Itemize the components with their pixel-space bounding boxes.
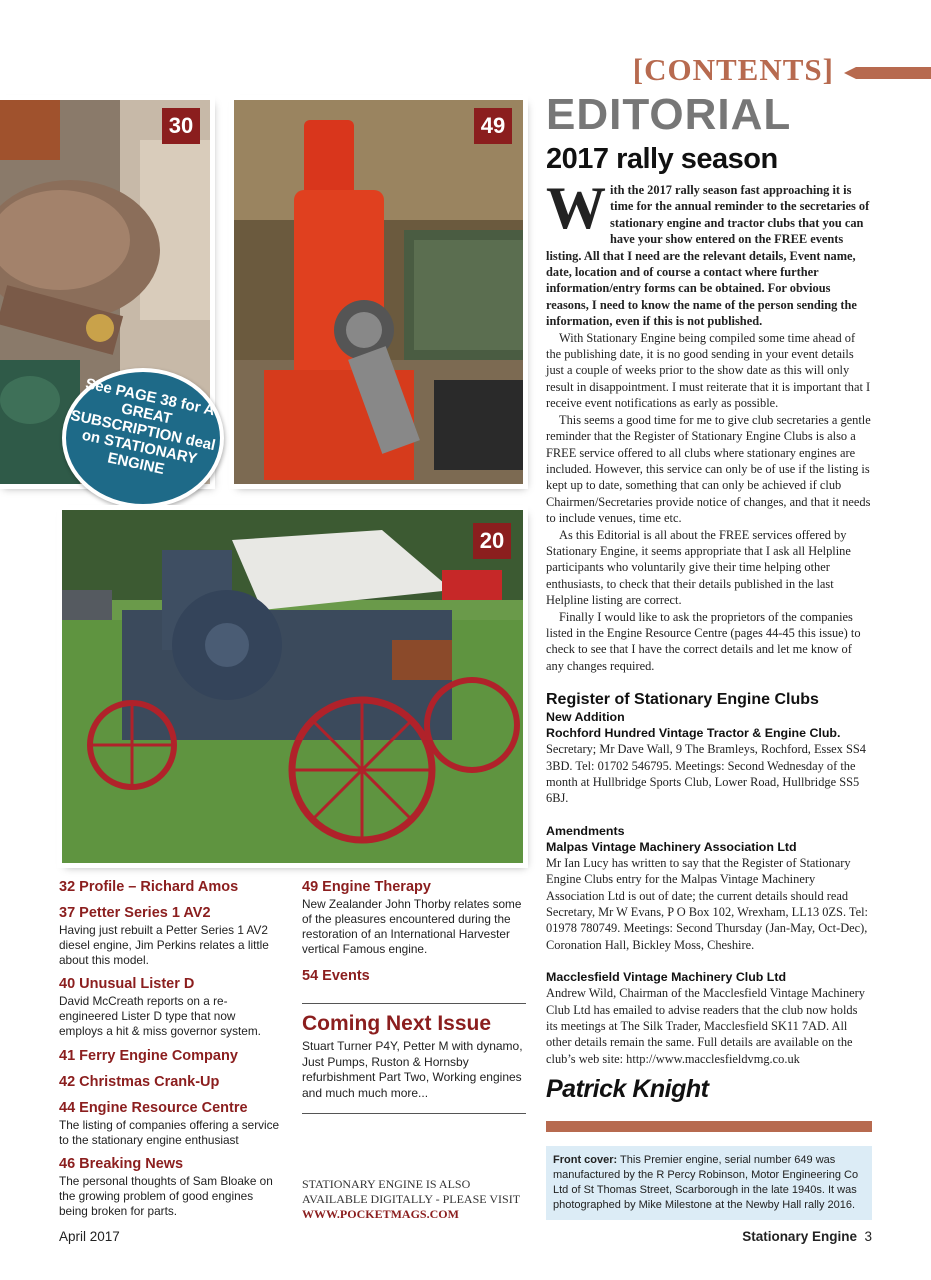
club-details: Secretary; Mr Dave Wall, 9 The Bramleys, Rochford, Essex SS4 3BD. Tel: 01702 546795. Meetings: Second Wednesday of the month at Hullbridge Sports Club, Lower Road, Hullbridge SS5 6BJ. [546,742,866,806]
toc-item[interactable] [302,878,528,957]
contents-arrow-icon [844,67,931,79]
new-addition-heading: New Addition [546,710,625,725]
toc-item[interactable] [59,1073,281,1091]
digital-line: STATIONARY ENGINE IS ALSO [302,1177,471,1191]
editorial-body [546,175,872,1067]
toc-item[interactable] [59,1047,281,1065]
editorial-headline: 2017 rally season [546,143,778,175]
pocketmags-link[interactable]: WWW.POCKETMAGS.COM [302,1207,459,1221]
club-name: Malpas Vintage Machinery Association Ltd [546,839,797,854]
toc-title: 49 Engine Therapy [302,879,431,895]
toc-title: 42 Christmas Crank-Up [59,1074,220,1090]
drop-cap: W [546,175,606,241]
toc-item[interactable] [59,878,281,896]
toc-title: 44 Engine Resource Centre [59,1100,248,1116]
digital-line: AVAILABLE DIGITALLY - PLEASE VISIT [302,1192,521,1206]
toc-description: New Zealander John Thorby relates some of the pleasures encountered during the restoration of an International Harvester vertical Famous engine. [302,897,522,956]
divider-bar [546,1121,872,1132]
cover-text: This Premier engine, serial number 649 was manufactured by the R Percy Robinson, Motor Engineering Co Ltd of St Thomas Street, Scarborough in the late 1940s. It was photographed by Mike Milestone at the Newby Hall rally 2016. [553,1154,859,1211]
club-details: Mr Ian Lucy has written to say that the Register of Stationary Engine Clubs entry for the Malpas Vintage Machinery Association Ltd is out of date; the current details should read Secretary, Mr W Evans, P O Box 102, Wrexham, LL13 0ZS. Tel: 01978 780749. Meetings: Second Thursday (Jan-May, Oct-Dec), Coronation Hall, Bickley Moss, Cheshire. [546,855,869,952]
red-vertical-engine-image [234,100,523,484]
toc-item[interactable] [59,1155,281,1219]
blue-engine-cart-image [62,510,523,863]
coming-next-title: Coming Next Issue [302,1012,492,1035]
club-details: Andrew Wild, Chairman of the Macclesfield Vintage Machinery Club Ltd has emailed to advise readers that the club now holds its meetings at The Silk Trader, Macclesfield SK11 7AD. All other details remain the same. Full details are available on the club’s web site: http://www.macclesfieldvmg.co.uk [546,986,865,1066]
toc-description: The personal thoughts of Sam Bloake on the growing problem of good engines being broken for parts. [59,1174,273,1218]
club-name: Rochford Hundred Vintage Tractor & Engine Club. [546,726,841,741]
register-heading: Register of Stationary Engine Clubs [546,691,819,709]
toc-title: 54 Events [302,968,370,984]
promo-text: See PAGE 38 for A GREAT SUBSCRIPTION deal on STATIONARY ENGINE [69,375,217,479]
editorial-paragraph: As this Editorial is all about the FREE services offered by Stationary Engine, it seems appropriate that I ask all Helpline participants who voluntarily give their time helping other enthusiasts, to check that their details published in the last Helpline listing are correct. [546,527,851,608]
page-badge: 30 [162,108,200,144]
photo-page-49 [234,100,523,484]
toc-item[interactable] [59,975,281,1039]
cover-label: Front cover: [553,1154,618,1166]
toc-description: Having just rebuilt a Petter Series 1 AV2 diesel engine, Jim Perkins relates a little about this model. [59,923,269,967]
editorial-paragraph: Finally I would like to ask the proprietors of the companies listed in the Engine Resource Centre (pages 44-45 this issue) to check to see that I have the correct details and let me know of any changes required. [546,609,861,673]
divider [302,1113,526,1114]
page-badge: 20 [473,523,511,559]
front-cover-caption [546,1146,872,1220]
footer-magazine [742,1229,872,1244]
editorial-lead: ith the 2017 rally season fast approaching it is time for the annual reminder to the secretaries of stationary engine and tractor clubs that you can have your show entered on the FREE events listing. All that I need are the relevant details, Event name, date, location and of course a contact where further information/entry forms can be obtained. For obvious reasons, I need to know the name of the person sending the information, even if this is not published. [546,183,870,329]
page-number: 3 [864,1229,872,1244]
toc-item[interactable] [59,904,281,968]
section-title: EDITORIAL [546,90,792,139]
amendments-heading: Amendments [546,823,625,838]
editorial-paragraph: With Stationary Engine being compiled some time ahead of the publishing date, it is no good sending in your event details just a couple of weeks prior to the show date as this will only result in disappointment. I must reiterate that it is important that I receive event notifications as early as possible. [546,330,871,411]
toc-title: 46 Breaking News [59,1156,184,1172]
toc-right-column [302,878,528,985]
toc-item[interactable] [302,967,528,985]
digital-notice [302,1177,528,1222]
coming-next-text: Stuart Turner P4Y, Petter M with dynamo, Just Pumps, Ruston & Hornsby refurbishment Part Two, Working engines and much much more... [302,1039,523,1100]
toc-description: The listing of companies offering a service to the stationary engine enthusiast [59,1118,280,1147]
toc-left-column [59,878,281,1219]
club-name: Macclesfield Vintage Machinery Club Ltd [546,970,787,985]
page-badge: 49 [474,108,512,144]
toc-title: 37 Petter Series 1 AV2 [59,905,211,921]
toc-item[interactable] [59,1099,281,1148]
divider [302,1003,526,1004]
toc-title: 40 Unusual Lister D [59,976,195,992]
contents-label: [CONTENTS] [632,52,834,87]
editorial-paragraph: This seems a good time for me to give club secretaries a gentle reminder that the Register of Stationary Engine Clubs is also a FREE service offered to all clubs where stationary engines are included. However, this service can only be of use if the listing is kept up to date, something that can only be achieved if club Chairmen/Secretaries provide notice of changes, and that it needs to include venues, time etc. [546,412,871,526]
editor-signature: Patrick Knight [546,1075,709,1103]
subscription-promo-badge[interactable] [62,368,224,508]
photo-page-20 [62,510,523,863]
toc-title: 41 Ferry Engine Company [59,1048,238,1064]
footer-date: April 2017 [59,1229,120,1244]
toc-description: David McCreath reports on a re-engineered Lister D type that now employs a hit & miss governor system. [59,994,261,1038]
toc-title: 32 Profile – Richard Amos [59,879,239,895]
magazine-name: Stationary Engine [742,1229,857,1244]
